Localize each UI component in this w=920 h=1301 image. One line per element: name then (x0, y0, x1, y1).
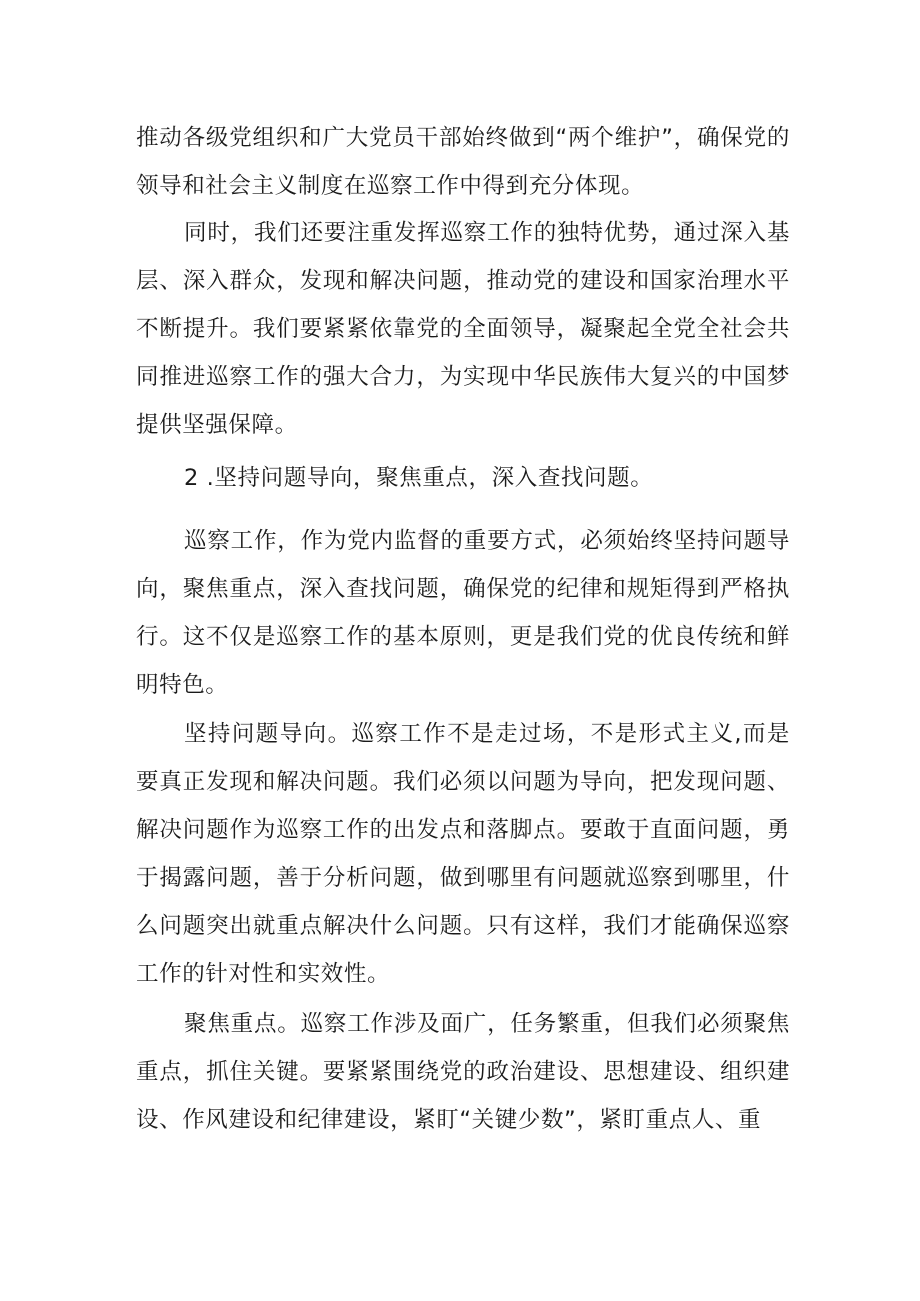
paragraph-problem-orientation: 坚持问题导向。巡察工作不是走过场，不是形式主义,而是要真正发现和解决问题。我们必须以问题为导向，把发现问题、解决问题作为巡察工作的出发点和落脚点。要敢于直面问题，勇于揭露问题，善于分析问题，做到哪里有问题就巡察到哪里，什么问题突出就重点解决什么问题。只有这样，我们才能确保巡察工作的针对性和实效性。 (136, 721, 790, 987)
paragraph-advantages: 同时，我们还要注重发挥巡察工作的独特优势，通过深入基层、深入群众，发现和解决问题，推动党的建设和国家治理水平不断提升。我们要紧紧依靠党的全面领导，凝聚起全党全社会共同推进巡察工作的强大合力，为实现中华民族伟大复兴的中国梦提供坚强保障。 (136, 220, 790, 438)
paragraph-focus-key-points: 聚焦重点。巡察工作涉及面广，任务繁重，但我们必须聚焦重点，抓住关键。要紧紧围绕党的政治建设、思想建设、组织建设、作风建设和纪律建设，紧盯“关键少数”，紧盯重点人、重 (136, 1011, 790, 1133)
paragraph-inspection-work: 巡察工作，作为党内监督的重要方式，必须始终坚持问题导向，聚焦重点，深入查找问题，确保党的纪律和规矩得到严格执行。这不仅是巡察工作的基本原则，更是我们党的优良传统和鲜明特色。 (136, 528, 790, 698)
section-heading: 2 .坚持问题导向，聚焦重点，深入查找问题。 (184, 465, 654, 491)
paragraph-continuation: 推动各级党组织和广大党员干部始终做到“两个维护”，确保党的领导和社会主义制度在巡察工作中得到充分体现。 (136, 125, 790, 199)
